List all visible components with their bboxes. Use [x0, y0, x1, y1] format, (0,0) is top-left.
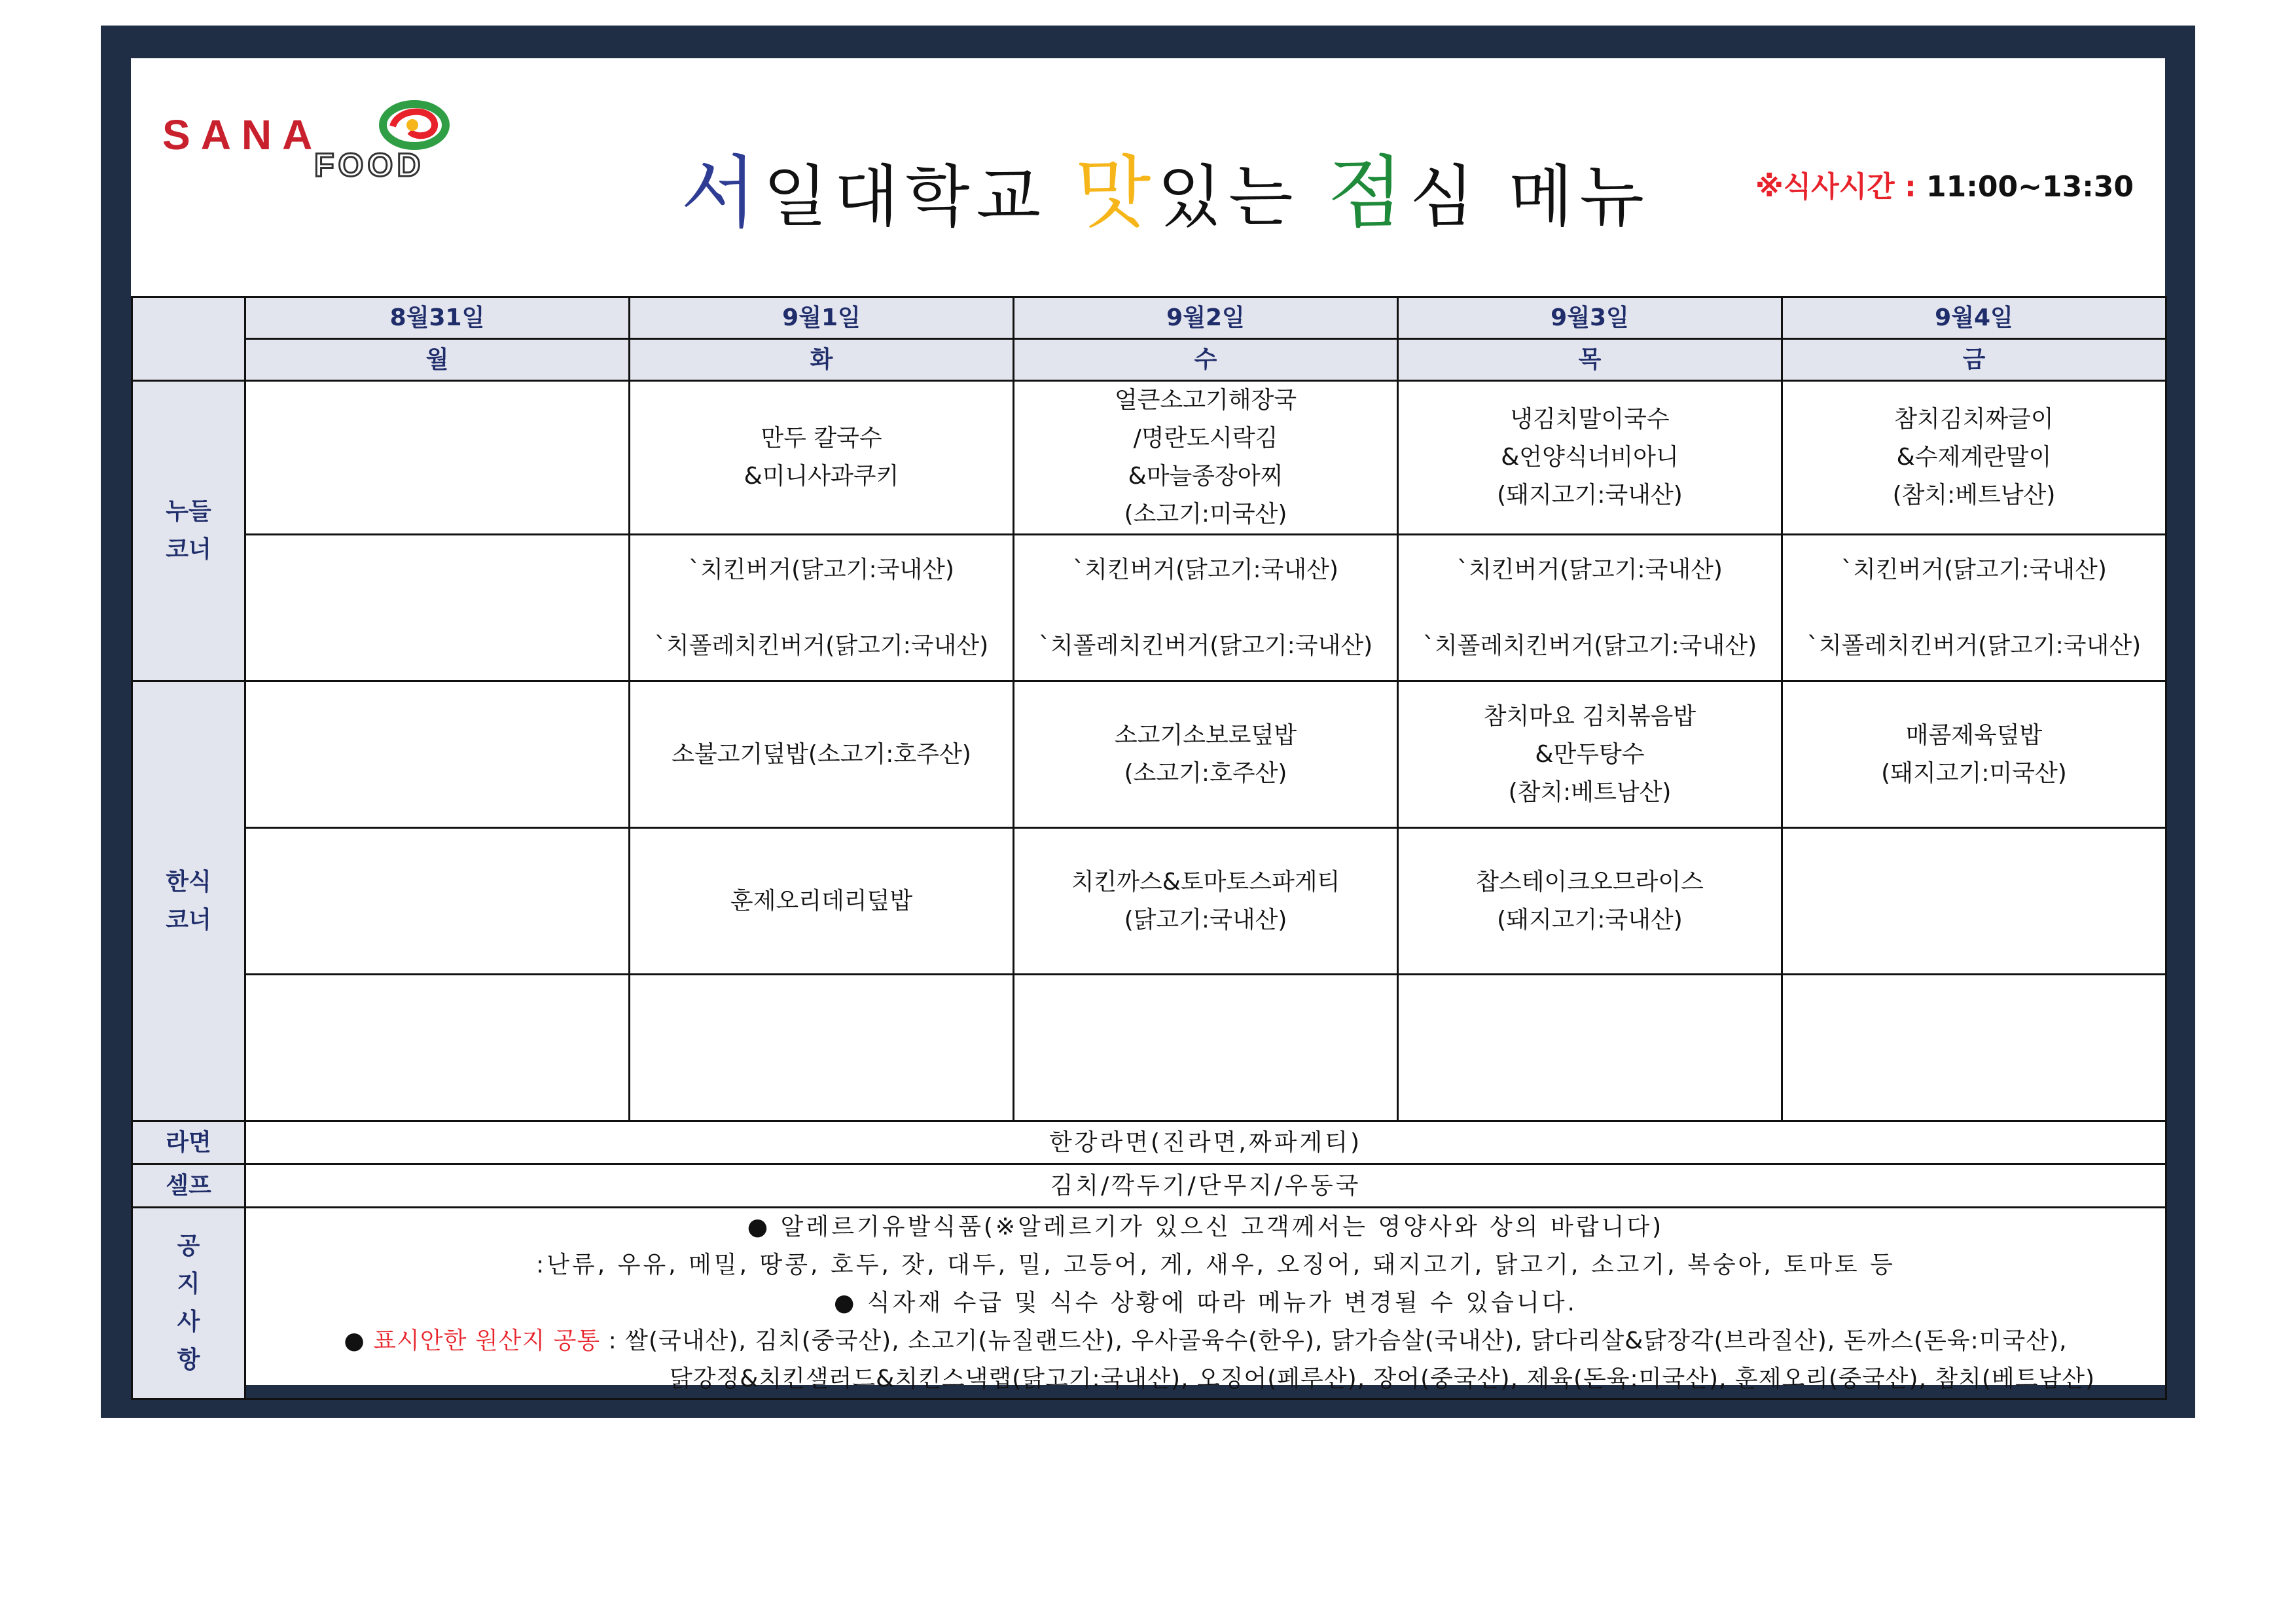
ramen-menu: 한강라면(진라면,짜파게티)	[245, 1121, 2166, 1164]
menu-cell: 참치김치짜글이 &수제계란말이 (참치:베트남산)	[1782, 381, 2166, 535]
korean-row-2	[132, 828, 2166, 975]
date-header: 9월1일	[630, 297, 1014, 339]
notice-origin-list-2: 닭강정&치킨샐러드&치킨스낵랩(닭고기:국내산), 오징어(페루산), 장어(중국산), 제육(돈육:미국산), 훈제오리(중국산), 참치(베트남산)	[669, 1365, 2096, 1392]
section-noodle-corner: 누들 코너	[132, 381, 245, 681]
menu-cell: 냉김치말이국수 &언양식너비아니 (돼지고기:국내산)	[1398, 381, 1782, 535]
weekday-header: 목	[1398, 339, 1782, 381]
menu-cell: 매콤제육덮밥 (돼지고기:미국산)	[1782, 681, 2166, 828]
header	[131, 58, 2165, 298]
menu-cell	[1398, 975, 1782, 1121]
menu-cell	[245, 681, 630, 828]
korean-row-1	[132, 681, 2166, 828]
menu-cell: 참치마요 김치볶음밥 &만두탕수 (참치:베트남산)	[1398, 681, 1782, 828]
section-self: 셀프	[132, 1164, 245, 1208]
notice-origin	[246, 1322, 2165, 1360]
meal-time-label: ※식사시간 :	[1755, 170, 1916, 204]
logo-swirl-icon	[378, 99, 450, 151]
date-header: 9월4일	[1782, 297, 2166, 339]
noodle-row-1	[132, 381, 2166, 535]
logo-sana-text: SANA	[162, 111, 323, 158]
notice-origin-bullet: ●	[344, 1327, 374, 1354]
notice-row	[132, 1208, 2166, 1399]
menu-board-frame	[101, 26, 2195, 1418]
sana-food-logo	[162, 99, 476, 183]
table-corner	[132, 297, 245, 381]
ramen-row	[132, 1121, 2166, 1164]
title-sim-menu: 심 메뉴	[1409, 158, 1651, 236]
title-itneun: 있는	[1157, 158, 1300, 236]
section-ramen: 라면	[132, 1121, 245, 1164]
noodle-row-2	[132, 535, 2166, 681]
weekday-header: 금	[1782, 339, 2166, 381]
notice-origin-list: : 쌀(국내산), 김치(중국산), 소고기(뉴질랜드산), 우사골육수(한우), 닭가슴살(국내산), 닭다리살&닭장각(브라질산), 돈까스(돈육:미국산),	[600, 1327, 2068, 1354]
title-jeom: 점	[1327, 148, 1410, 239]
notice-content	[245, 1208, 2166, 1399]
notice-allergy: ● 알레르기유발식품(※알레르기가 있으신 고객께서는 영양사와 상의 바랍니다)	[747, 1214, 1664, 1240]
self-row	[132, 1164, 2166, 1208]
menu-cell	[1014, 975, 1398, 1121]
weekday-header: 화	[630, 339, 1014, 381]
notice-allergy-list: :난류, 우유, 메밀, 땅콩, 호두, 잣, 대두, 밀, 고등어, 게, 새우, 오징어, 돼지고기, 닭고기, 소고기, 복숭아, 토마토 등	[516, 1252, 1895, 1278]
section-notice: 공 지 사 항	[132, 1208, 245, 1399]
menu-cell: 소고기소보로덮밥 (소고기:호주산)	[1014, 681, 1398, 828]
meal-time	[1755, 163, 2134, 205]
date-header: 9월3일	[1398, 297, 1782, 339]
section-korean-corner: 한식 코너	[132, 681, 245, 1121]
title-mat: 맛	[1075, 148, 1158, 239]
menu-table	[131, 296, 2167, 1400]
notice-menu-change: ● 식자재 수급 및 식수 상황에 따라 메뉴가 변경될 수 있습니다.	[834, 1290, 1577, 1316]
menu-cell	[630, 975, 1014, 1121]
menu-cell	[245, 828, 630, 975]
menu-cell: 소불고기덮밥(소고기:호주산)	[630, 681, 1014, 828]
korean-row-3	[132, 975, 2166, 1121]
menu-cell	[245, 535, 630, 681]
title-seo: 서	[681, 148, 763, 239]
weekday-row	[132, 339, 2166, 381]
menu-cell: 얼큰소고기해장국 /명란도시락김 &마늘종장아찌 (소고기:미국산)	[1014, 381, 1398, 535]
menu-cell	[245, 381, 630, 535]
page-title	[681, 130, 1651, 243]
menu-cell	[1782, 828, 2166, 975]
date-row	[132, 297, 2166, 339]
title-ildaehakgyo: 일대학교	[762, 158, 1048, 236]
menu-cell: 찹스테이크오므라이스 (돼지고기:국내산)	[1398, 828, 1782, 975]
meal-time-value: 11:00~13:30	[1926, 170, 2134, 204]
menu-cell: 치킨까스&토마토스파게티 (닭고기:국내산)	[1014, 828, 1398, 975]
logo-food-text: FOOD	[314, 147, 425, 183]
menu-cell	[1782, 975, 2166, 1121]
notice-origin-continued	[246, 1360, 2165, 1398]
weekday-header: 월	[245, 339, 630, 381]
date-header: 9월2일	[1014, 297, 1398, 339]
menu-cell: `치킨버거(닭고기:국내산) `치폴레치킨버거(닭고기:국내산)	[1782, 535, 2166, 681]
menu-cell: 훈제오리데리덮밥	[630, 828, 1014, 975]
weekday-header: 수	[1014, 339, 1398, 381]
menu-cell: `치킨버거(닭고기:국내산) `치폴레치킨버거(닭고기:국내산)	[630, 535, 1014, 681]
menu-cell: `치킨버거(닭고기:국내산) `치폴레치킨버거(닭고기:국내산)	[1014, 535, 1398, 681]
notice-origin-label: 표시안한 원산지 공통	[373, 1327, 601, 1354]
self-menu: 김치/깍두기/단무지/우동국	[245, 1164, 2166, 1208]
menu-cell: 만두 칼국수 &미니사과쿠키	[630, 381, 1014, 535]
menu-cell	[245, 975, 630, 1121]
menu-board	[131, 58, 2165, 1392]
date-header: 8월31일	[245, 297, 630, 339]
menu-cell: `치킨버거(닭고기:국내산) `치폴레치킨버거(닭고기:국내산)	[1398, 535, 1782, 681]
